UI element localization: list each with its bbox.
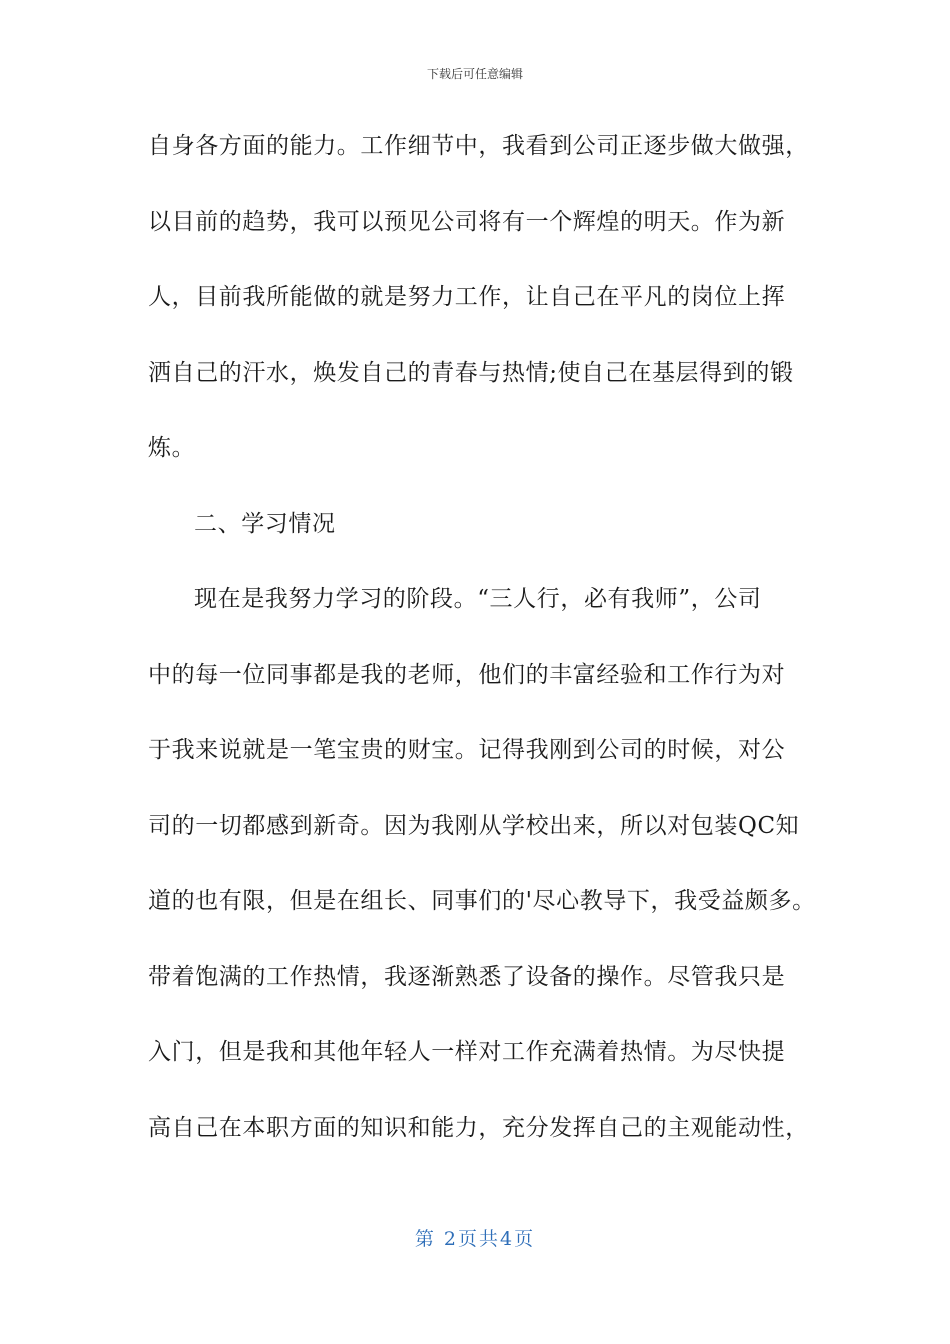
body-line: 高自己在本职方面的知识和能力，充分发挥自己的主观能动性， — [148, 1114, 809, 1141]
body-line: 以目前的趋势，我可以预见公司将有一个辉煌的明天。作为新 — [148, 208, 786, 235]
document-body — [148, 121, 828, 1178]
page-footer-page-number: 第 2页共4页 — [414, 1228, 536, 1250]
body-line: 于我来说就是一笔宝贵的财宝。记得我刚到公司的时候，对公 — [148, 737, 786, 763]
body-line: 司的一切都感到新奇。因为我刚从学校出来，所以对包装QC知 — [148, 812, 800, 839]
paragraph-start-line: 现在是我努力学习的阶段。“三人行，必有我师”，公司 — [194, 586, 762, 612]
body-line: 人，目前我所能做的就是努力工作，让自己在平凡的岗位上挥 — [148, 284, 786, 310]
body-line: 洒自己的汗水，焕发自己的青春与热情;使自己在基层得到的锻 — [148, 359, 794, 386]
section-heading: 二、学习情况 — [194, 510, 336, 537]
body-line: 自身各方面的能力。工作细节中，我看到公司正逐步做大做强， — [148, 133, 809, 159]
body-line: 带着饱满的工作热情，我逐渐熟悉了设备的操作。尽管我只是 — [148, 963, 786, 990]
body-line: 中的每一位同事都是我的老师，他们的丰富经验和工作行为对 — [148, 661, 786, 688]
page-header: 下载后可任意编辑 — [426, 67, 523, 81]
body-line: 道的也有限，但是在组长、同事们的'尽心教导下，我受益颇多。 — [148, 888, 816, 914]
body-line: 炼。 — [148, 435, 196, 461]
body-line: 入门，但是我和其他年轻人一样对工作充满着热情。为尽快提 — [148, 1039, 786, 1065]
